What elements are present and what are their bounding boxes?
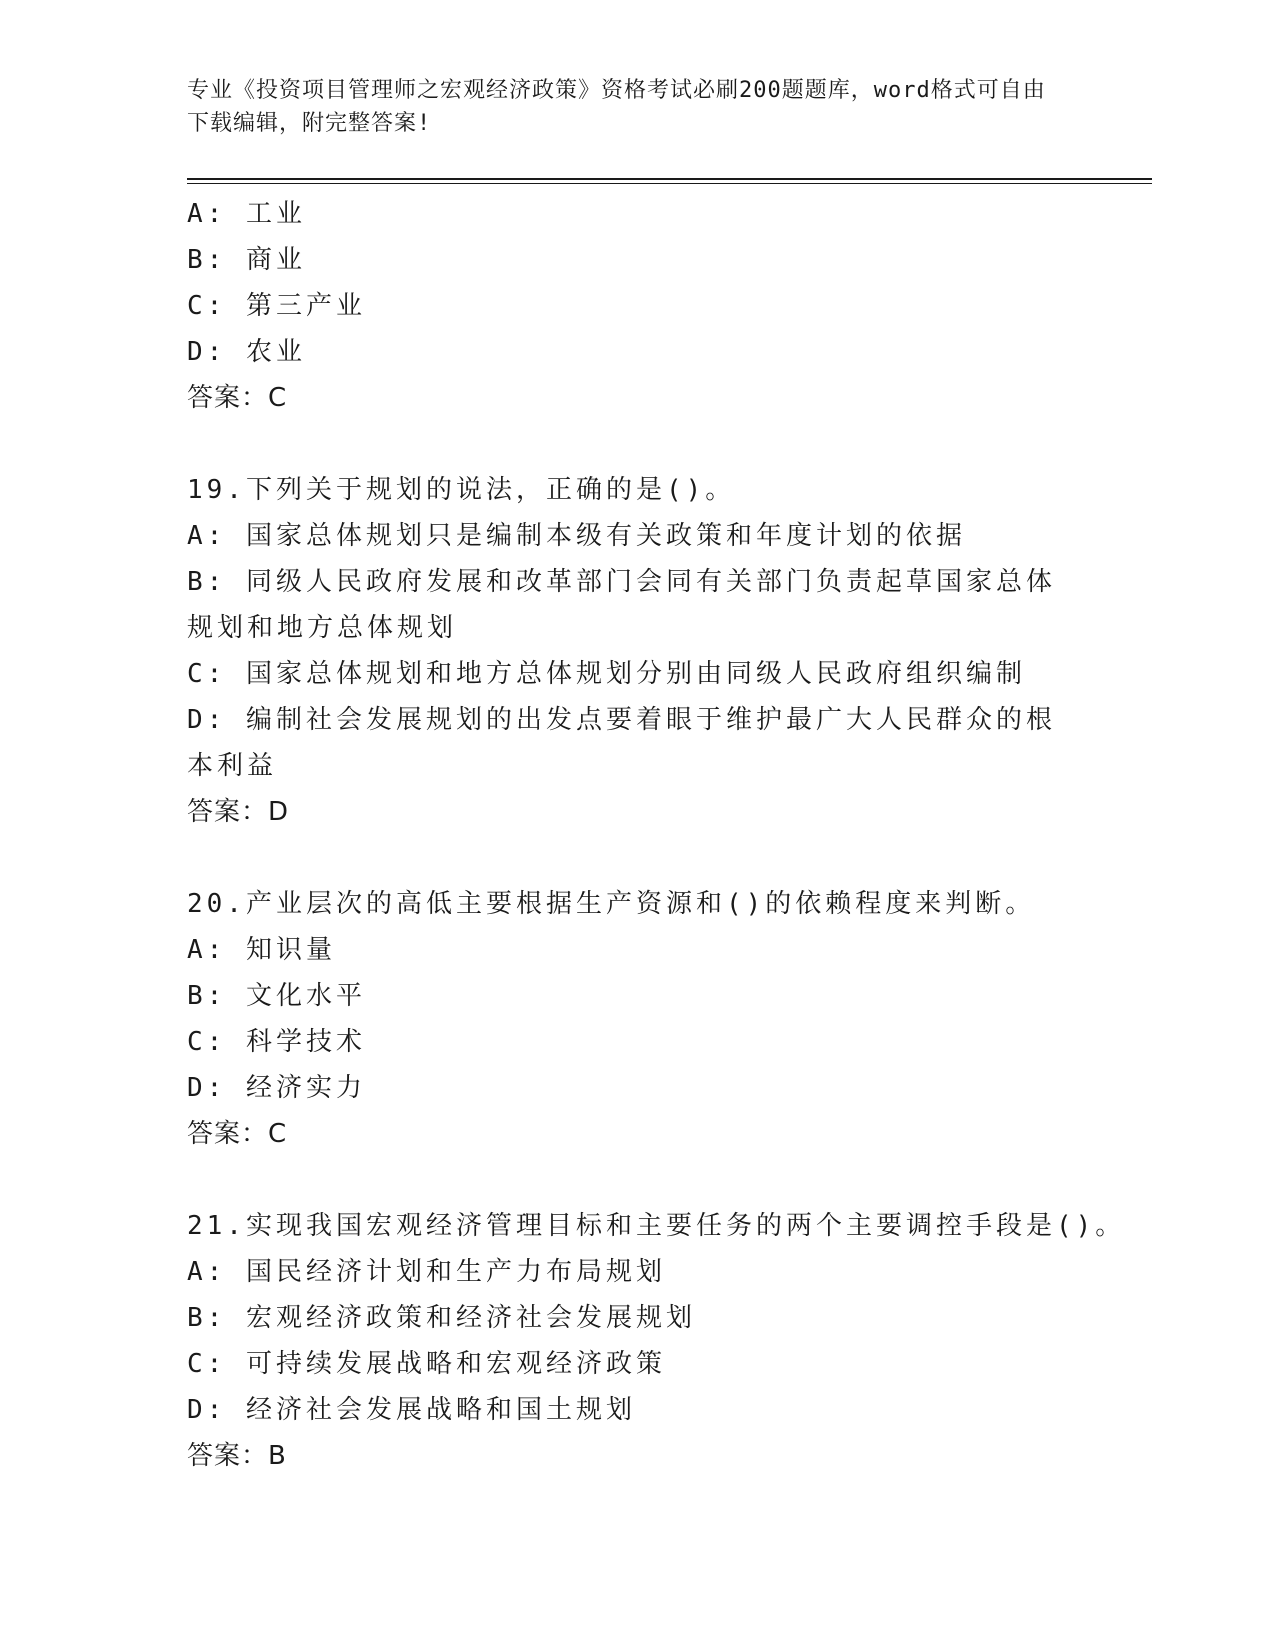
document-header: 专业《投资项目管理师之宏观经济政策》资格考试必刷200题题库，word格式可自由下载编辑，附完整答案! [187, 78, 1046, 136]
header-rule-thin [187, 183, 1152, 184]
spacer [187, 835, 1087, 881]
option-a: A: 工业 [187, 199, 306, 229]
option-c: C: 国家总体规划和地方总体规划分别由同级人民政府组织编制 [187, 659, 1026, 689]
option-a: A: 国家总体规划只是编制本级有关政策和年度计划的依据 [187, 521, 966, 551]
option-a: A: 知识量 [187, 935, 336, 965]
question-text: 19.下列关于规划的说法，正确的是()。 [187, 475, 736, 505]
option-c: C: 第三产业 [187, 291, 366, 321]
question-block-19 [187, 467, 1087, 835]
option-a: A: 国民经济计划和生产力布局规划 [187, 1257, 666, 1287]
option-b: B: 文化水平 [187, 981, 366, 1011]
option-d: D: 农业 [187, 337, 306, 367]
header-rule-thick [187, 178, 1152, 180]
question-list [187, 191, 1126, 1479]
option-d: D: 经济社会发展战略和国土规划 [187, 1395, 636, 1425]
answer: 答案：D [187, 797, 290, 827]
option-d: D: 经济实力 [187, 1073, 366, 1103]
option-c: C: 可持续发展战略和宏观经济政策 [187, 1349, 666, 1379]
option-d: D: 编制社会发展规划的出发点要着眼于维护最广大人民群众的根本利益 [187, 705, 1056, 781]
question-text: 20.产业层次的高低主要根据生产资源和()的依赖程度来判断。 [187, 889, 1036, 919]
option-b: B: 同级人民政府发展和改革部门会同有关部门负责起草国家总体规划和地方总体规划 [187, 567, 1056, 643]
question-block-18 [187, 191, 1087, 421]
answer: 答案：C [187, 1119, 288, 1149]
question-text: 21.实现我国宏观经济管理目标和主要任务的两个主要调控手段是()。 [187, 1211, 1126, 1241]
option-b: B: 商业 [187, 245, 306, 275]
spacer [187, 421, 1087, 467]
option-b: B: 宏观经济政策和经济社会发展规划 [187, 1303, 696, 1333]
answer: 答案：B [187, 1441, 287, 1471]
question-block-21 [187, 1203, 1126, 1479]
question-block-20 [187, 881, 1087, 1157]
option-c: C: 科学技术 [187, 1027, 366, 1057]
answer: 答案：C [187, 383, 288, 413]
spacer [187, 1157, 1087, 1203]
